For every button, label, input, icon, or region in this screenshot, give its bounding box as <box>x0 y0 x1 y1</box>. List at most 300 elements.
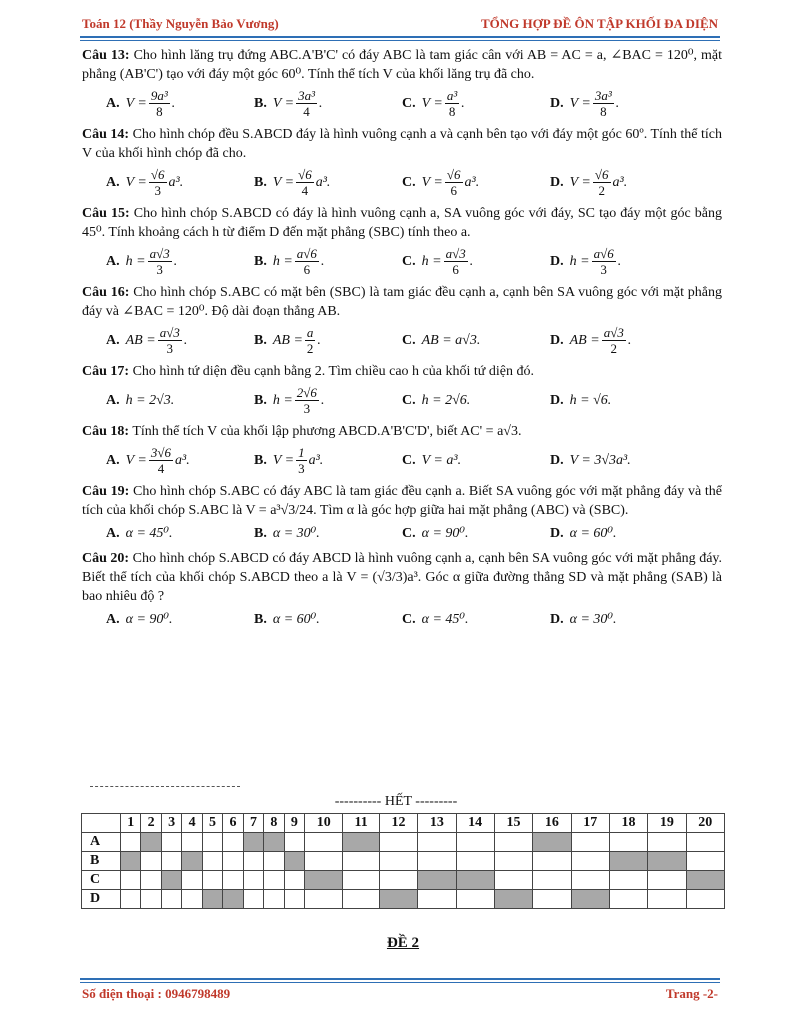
option-suffix: . <box>320 254 325 269</box>
answer-cell-marked <box>284 852 304 871</box>
column-header: 1 <box>121 814 141 833</box>
column-header: 13 <box>418 814 456 833</box>
option-label: D. <box>550 96 564 111</box>
option-expression: α = 90⁰. <box>125 612 173 627</box>
answer-cell-marked <box>609 852 647 871</box>
fraction-numerator: a√3 <box>149 246 170 261</box>
question-number: Câu 16: <box>82 285 130 300</box>
answer-cell <box>284 871 304 890</box>
answer-cell <box>243 890 263 909</box>
answer-cell-marked <box>648 852 686 871</box>
option-label: D. <box>550 453 564 468</box>
option-expression: V = <box>125 96 147 111</box>
fraction-numerator: √6 <box>594 167 609 182</box>
option-label: B. <box>254 333 267 348</box>
option-label: A. <box>106 612 120 627</box>
answer-options <box>106 445 722 476</box>
option-expression: V = <box>272 453 295 468</box>
answer-cell-marked <box>343 833 379 852</box>
end-marker: ---------- HẾT --------- <box>334 794 458 809</box>
answer-cell-marked <box>379 890 417 909</box>
fraction-numerator: 3a³ <box>298 88 315 103</box>
answer-cell <box>648 833 686 852</box>
answer-cell <box>264 890 284 909</box>
option-label: C. <box>402 453 416 468</box>
option-expression: AB = a√3. <box>421 333 481 348</box>
fraction-denominator: 4 <box>303 104 310 119</box>
option-suffix: . <box>317 333 321 348</box>
question-number: Câu 15: <box>82 206 130 221</box>
question-text <box>82 549 722 606</box>
answer-option <box>550 385 698 416</box>
fraction-numerator: a <box>306 325 314 340</box>
question-text <box>82 482 722 520</box>
answer-cell <box>305 890 343 909</box>
answer-cell <box>121 871 141 890</box>
answer-cell-marked <box>456 871 494 890</box>
fraction <box>149 167 167 198</box>
answer-option <box>106 246 254 277</box>
question-block <box>82 422 722 476</box>
answer-option <box>402 325 550 356</box>
answer-option <box>550 246 698 277</box>
option-expression: AB = <box>272 333 303 348</box>
question-body: Cho hình chóp S.ABC có mặt bên (SBC) là tam giác đều cạnh a, cạnh bên SA vuông góc với mặt phẳng đáy và ∠BAC = 120⁰. Độ dài đoạn thẳng AB. <box>82 285 723 319</box>
option-label: B. <box>254 254 267 269</box>
answer-cell-marked <box>533 833 571 852</box>
option-label: D. <box>550 526 564 541</box>
question-text <box>82 422 722 441</box>
question-number: Câu 19: <box>82 484 130 499</box>
column-header: 20 <box>686 814 724 833</box>
question-block <box>82 482 722 543</box>
option-suffix: . <box>617 254 622 269</box>
answer-cell-marked <box>305 871 343 890</box>
footer-page-number: Trang -2- <box>665 986 718 1001</box>
fraction-numerator: 3√6 <box>150 445 172 460</box>
answer-cell <box>648 871 686 890</box>
option-label: A. <box>106 333 120 348</box>
answer-option <box>550 524 698 543</box>
fraction <box>296 88 317 119</box>
option-expression: α = 30⁰. <box>569 612 617 627</box>
answer-option <box>106 385 254 416</box>
question-block <box>82 549 722 629</box>
option-expression: V = <box>125 453 147 468</box>
answer-cell <box>264 852 284 871</box>
answer-cell <box>202 871 222 890</box>
page-footer <box>82 986 718 1002</box>
fraction-numerator: a√3 <box>603 325 624 340</box>
answer-option <box>106 610 254 629</box>
table-row <box>82 833 725 852</box>
answer-option <box>402 610 550 629</box>
answer-cell-marked <box>141 833 161 852</box>
fraction <box>148 246 172 277</box>
fraction-numerator: √6 <box>298 167 312 182</box>
option-suffix: a³. <box>308 453 324 468</box>
option-expression: α = 45⁰. <box>421 612 469 627</box>
option-label: C. <box>402 254 416 269</box>
row-label: C <box>82 871 121 890</box>
table-row <box>82 890 725 909</box>
answer-cell <box>141 890 161 909</box>
table-row <box>82 871 725 890</box>
column-header: 12 <box>379 814 417 833</box>
option-label: A. <box>106 254 120 269</box>
fraction <box>592 246 616 277</box>
option-label: C. <box>402 526 416 541</box>
answer-cell <box>121 833 141 852</box>
fraction-numerator: 1 <box>298 445 305 460</box>
fraction <box>305 325 316 356</box>
footer-phone: Số điện thoại : 0946798489 <box>82 986 231 1001</box>
fraction-numerator: √6 <box>446 167 461 182</box>
question-block <box>82 125 722 198</box>
option-label: A. <box>106 175 120 190</box>
fraction-numerator: a√3 <box>445 246 466 261</box>
option-label: A. <box>106 96 120 111</box>
column-header: 10 <box>305 814 343 833</box>
fraction <box>296 167 314 198</box>
answer-cell <box>379 852 417 871</box>
answer-cell <box>456 890 494 909</box>
answer-cell <box>686 890 724 909</box>
option-expression: AB = <box>125 333 156 348</box>
answer-cell <box>494 871 532 890</box>
fraction-numerator: a√6 <box>593 246 614 261</box>
answer-cell <box>182 833 202 852</box>
section-title: ĐỀ 2 <box>386 935 420 951</box>
fraction <box>445 167 463 198</box>
question-block <box>82 283 722 356</box>
option-label: D. <box>550 254 564 269</box>
question-body: Cho hình tứ diện đều cạnh bằng 2. Tìm chiều cao h của khối tứ diện đó. <box>132 364 534 379</box>
fraction-denominator: 2 <box>598 183 605 198</box>
answer-cell-marked <box>182 852 202 871</box>
question-number: Câu 20: <box>82 551 130 566</box>
row-label: B <box>82 852 121 871</box>
fraction-denominator: 8 <box>448 104 456 119</box>
answer-options <box>106 167 722 198</box>
option-expression: V = <box>569 96 591 111</box>
answer-option <box>254 88 402 119</box>
option-expression: h = <box>272 254 293 269</box>
answer-option <box>550 88 698 119</box>
row-label: D <box>82 890 121 909</box>
option-suffix: a³. <box>464 175 480 190</box>
answer-cell <box>533 852 571 871</box>
answer-cell <box>494 833 532 852</box>
answer-options <box>106 610 722 629</box>
answer-cell <box>571 833 609 852</box>
answer-option <box>254 385 402 416</box>
header-rule-thin <box>80 40 720 41</box>
option-label: B. <box>254 612 267 627</box>
option-label: B. <box>254 96 267 111</box>
header-left: Toán 12 (Thầy Nguyễn Bảo Vương) <box>82 16 279 31</box>
answer-option <box>106 167 254 198</box>
option-label: C. <box>402 612 416 627</box>
answer-cell <box>571 871 609 890</box>
answer-cell <box>305 833 343 852</box>
option-label: D. <box>550 175 564 190</box>
answer-cell <box>121 890 141 909</box>
answer-option <box>106 524 254 543</box>
answer-cell <box>343 852 379 871</box>
table-row <box>82 852 725 871</box>
answer-option <box>402 524 550 543</box>
fraction-denominator: 3 <box>156 262 163 277</box>
option-expression: V = <box>272 96 295 111</box>
fraction-denominator: 2 <box>610 341 617 356</box>
option-expression: α = 60⁰. <box>569 526 617 541</box>
answer-options <box>106 325 722 356</box>
fraction-denominator: 3 <box>298 461 305 476</box>
column-header: 7 <box>243 814 263 833</box>
option-expression: AB = <box>569 333 600 348</box>
fraction-denominator: 3 <box>600 262 607 277</box>
question-text <box>82 283 722 321</box>
column-header: 19 <box>648 814 686 833</box>
answer-option <box>254 167 402 198</box>
option-expression: V = 3√3a³. <box>569 453 631 468</box>
answer-cell <box>223 852 243 871</box>
answer-cell <box>379 833 417 852</box>
option-expression: α = 30⁰. <box>272 526 320 541</box>
question-list <box>82 46 722 635</box>
option-expression: h = 2√3. <box>125 393 175 408</box>
answer-cell <box>686 833 724 852</box>
fraction <box>444 246 468 277</box>
answer-cell <box>243 852 263 871</box>
answer-option <box>254 524 402 543</box>
question-body: Cho hình chóp S.ABCD có đáy ABCD là hình vuông cạnh a, cạnh bên SA vuông góc với mặt phẳng đáy. Biết thể tích của khối chóp S.ABCD theo a là V = (√3/3)a³. Góc α giữa đường thẳng SD và mặt phẳng (SAB) là bao nhiêu độ ? <box>82 551 723 604</box>
option-label: C. <box>402 96 416 111</box>
answer-cell <box>182 871 202 890</box>
table-header-row <box>82 814 725 833</box>
answer-cell <box>284 833 304 852</box>
column-header: 18 <box>609 814 647 833</box>
fraction <box>149 445 173 476</box>
answer-options <box>106 524 722 543</box>
answer-options <box>106 385 722 416</box>
answer-cell <box>456 852 494 871</box>
header-rule <box>80 36 720 38</box>
fraction-numerator: a√6 <box>296 246 317 261</box>
fraction-denominator: 3 <box>303 401 311 416</box>
option-label: B. <box>254 175 267 190</box>
answer-cell-marked <box>264 833 284 852</box>
fraction-numerator: a³ <box>446 88 458 103</box>
answer-cell <box>533 871 571 890</box>
option-label: C. <box>402 393 416 408</box>
fraction-denominator: 2 <box>306 341 314 356</box>
column-header: 14 <box>456 814 494 833</box>
answer-option <box>550 325 698 356</box>
fraction-denominator: 8 <box>600 104 607 119</box>
option-label: B. <box>254 393 267 408</box>
answer-option <box>254 246 402 277</box>
option-label: B. <box>254 526 267 541</box>
question-body: Cho hình lăng trụ đứng ABC.A'B'C' có đáy ABC là tam giác cân với AB = AC = a, ∠BAC = 120⁰, mặt phẳng (AB'C') tạo với đáy một góc 60⁰. Tính thể tích V của khối lăng trụ đã cho. <box>82 48 723 82</box>
column-header: 11 <box>343 814 379 833</box>
question-body: Cho hình chóp đều S.ABCD đáy là hình vuông cạnh a và cạnh bên tạo với đáy một góc 60º. Tính thể tích V của khối hình chóp đã cho. <box>82 127 723 161</box>
fraction <box>295 246 319 277</box>
footer-rule <box>80 978 720 980</box>
answer-cell <box>141 852 161 871</box>
column-header: 3 <box>161 814 181 833</box>
option-expression: α = 45⁰. <box>125 526 173 541</box>
answer-cell-marked <box>223 890 243 909</box>
option-expression: V = <box>421 96 443 111</box>
option-expression: V = <box>272 175 295 190</box>
answer-option <box>254 445 402 476</box>
option-expression: h = <box>272 393 293 408</box>
fraction <box>593 88 614 119</box>
option-label: D. <box>550 612 564 627</box>
fraction <box>295 385 319 416</box>
answer-cell <box>343 890 379 909</box>
answer-cell-marked <box>243 833 263 852</box>
answer-option <box>106 445 254 476</box>
column-header: 5 <box>202 814 222 833</box>
column-header: 8 <box>264 814 284 833</box>
answer-cell <box>609 890 647 909</box>
answer-cell <box>494 852 532 871</box>
answer-cell <box>418 890 456 909</box>
answer-cell-marked <box>161 871 181 890</box>
answer-cell-marked <box>571 890 609 909</box>
footer-rule-thin <box>80 982 720 983</box>
answer-option <box>402 88 550 119</box>
option-expression: h = <box>569 254 590 269</box>
option-label: A. <box>106 393 120 408</box>
answer-cell-marked <box>202 890 222 909</box>
fraction <box>296 445 307 476</box>
answer-option <box>550 167 698 198</box>
answer-cell-marked <box>494 890 532 909</box>
row-label: A <box>82 833 121 852</box>
answer-option <box>550 610 698 629</box>
question-block <box>82 204 722 277</box>
answer-option <box>254 325 402 356</box>
option-suffix: . <box>627 333 632 348</box>
answer-option <box>106 325 254 356</box>
question-number: Câu 13: <box>82 48 130 63</box>
option-suffix: . <box>183 333 188 348</box>
fraction-denominator: 3 <box>166 341 173 356</box>
option-expression: h = <box>125 254 146 269</box>
answer-cell <box>418 852 456 871</box>
answer-cell <box>456 833 494 852</box>
question-number: Câu 14: <box>82 127 130 142</box>
fraction <box>445 88 459 119</box>
option-suffix: . <box>319 96 323 111</box>
fraction-denominator: 6 <box>452 262 459 277</box>
answer-cell <box>284 890 304 909</box>
option-expression: V = a³. <box>421 453 462 468</box>
answer-cell <box>141 871 161 890</box>
answer-cell <box>343 871 379 890</box>
option-suffix: . <box>615 96 620 111</box>
option-suffix: a³. <box>315 175 331 190</box>
option-suffix: a³. <box>175 453 190 468</box>
fraction <box>593 167 611 198</box>
answer-cell <box>243 871 263 890</box>
column-header: 9 <box>284 814 304 833</box>
answer-option <box>550 445 698 476</box>
option-suffix: . <box>320 393 325 408</box>
question-number: Câu 18: <box>82 424 130 439</box>
option-label: A. <box>106 526 120 541</box>
answer-option <box>106 88 254 119</box>
option-suffix: . <box>173 254 178 269</box>
option-suffix: . <box>171 96 176 111</box>
divider <box>90 786 240 787</box>
answer-cell-marked <box>418 871 456 890</box>
answer-cell <box>379 871 417 890</box>
answer-cell <box>609 833 647 852</box>
table-corner-cell <box>82 814 121 833</box>
question-block <box>82 362 722 416</box>
answer-cell <box>161 890 181 909</box>
option-label: C. <box>402 333 416 348</box>
answer-cell <box>648 890 686 909</box>
fraction-numerator: 3a³ <box>594 88 612 103</box>
fraction-numerator: √6 <box>150 167 165 182</box>
answer-table <box>81 813 725 909</box>
answer-cell <box>223 833 243 852</box>
option-suffix: a³. <box>168 175 184 190</box>
fraction <box>158 325 182 356</box>
fraction <box>149 88 170 119</box>
fraction-numerator: 2√6 <box>296 385 317 400</box>
option-expression: α = 90⁰. <box>421 526 469 541</box>
option-suffix: a³. <box>612 175 628 190</box>
answer-option <box>254 610 402 629</box>
fraction-numerator: 9a³ <box>150 88 168 103</box>
answer-cell <box>305 852 343 871</box>
answer-cell <box>202 852 222 871</box>
option-label: D. <box>550 393 564 408</box>
column-header: 15 <box>494 814 532 833</box>
option-expression: V = <box>125 175 147 190</box>
answer-cell-marked <box>686 871 724 890</box>
answer-cell <box>418 833 456 852</box>
answer-cell <box>571 852 609 871</box>
question-text <box>82 204 722 242</box>
column-header: 16 <box>533 814 571 833</box>
option-suffix: . <box>461 96 465 111</box>
answer-cell <box>264 871 284 890</box>
answer-option <box>402 445 550 476</box>
fraction-denominator: 6 <box>450 183 457 198</box>
option-expression: h = √6. <box>569 393 612 408</box>
answer-cell <box>161 833 181 852</box>
question-text <box>82 46 722 84</box>
fraction-denominator: 4 <box>301 183 309 198</box>
question-body: Cho hình chóp S.ABC có đáy ABC là tam giác đều cạnh a. Biết SA vuông góc với mặt phẳng đáy và thể tích của khối chóp S.ABC là V = a³√3/24. Tìm α là góc hợp giữa hai mặt phẳng (ABC) và (SBC). <box>82 484 723 518</box>
question-text <box>82 125 722 163</box>
option-label: A. <box>106 453 120 468</box>
answer-cell <box>223 871 243 890</box>
fraction-denominator: 6 <box>303 262 311 277</box>
answer-options <box>106 88 722 119</box>
answer-option <box>402 167 550 198</box>
option-expression: h = 2√6. <box>421 393 471 408</box>
answer-cell <box>609 871 647 890</box>
